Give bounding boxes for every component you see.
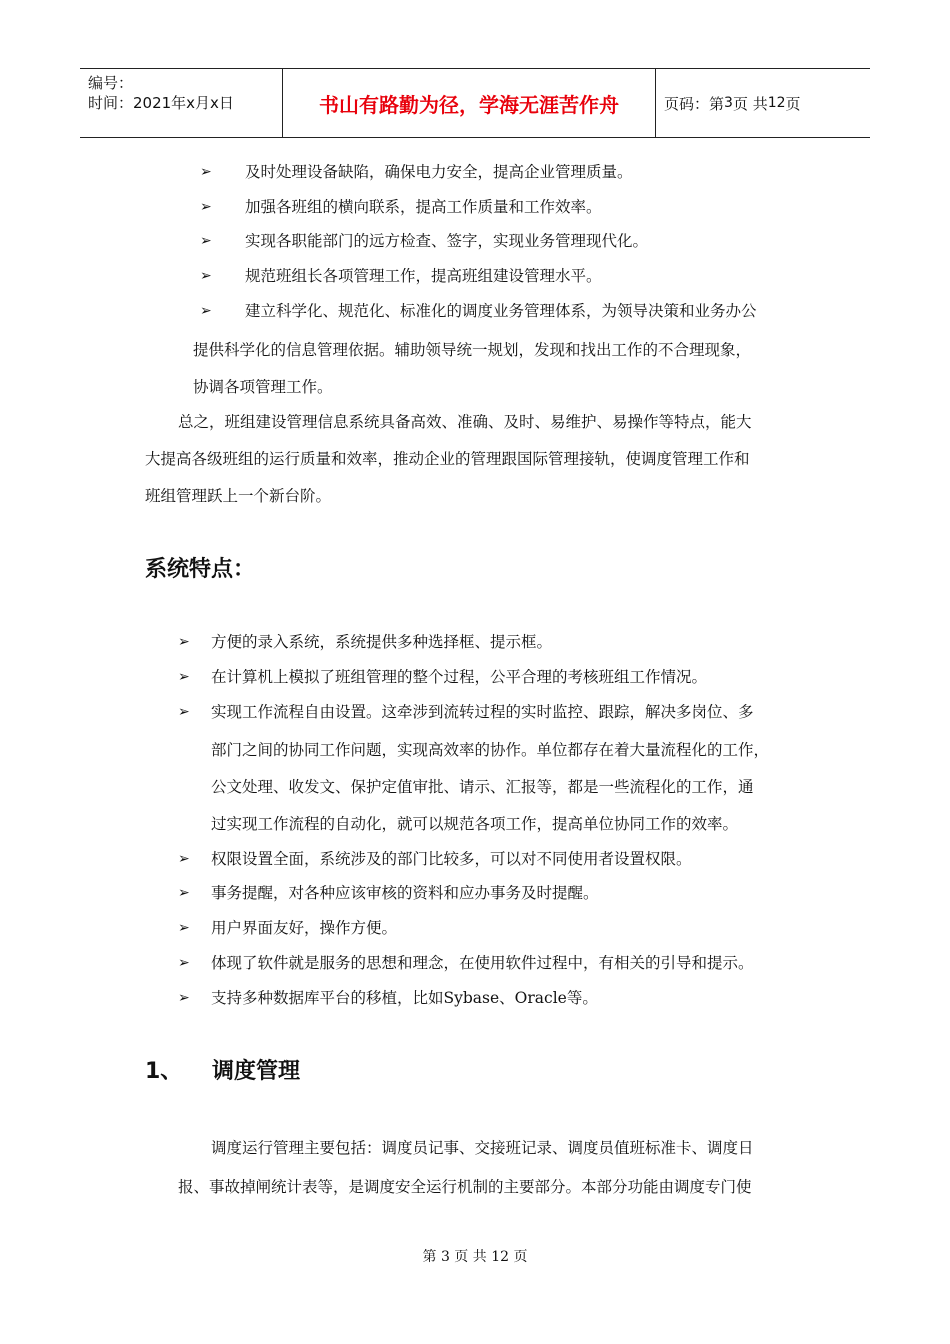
- page-num: 3: [724, 95, 733, 111]
- section-body-line: 调度运行管理主要包括：调度员记事、交接班记录、调度员值班标准卡、调度日: [211, 1139, 754, 1157]
- list-item: 实现工作流程自由设置。这牵涉到流转过程的实时监控、跟踪，解决多岗位、多: [211, 703, 754, 721]
- header-divider: [655, 69, 656, 137]
- list-item-continuation: 公文处理、收发文、保护定值审批、请示、汇报等，都是一些流程化的工作，通: [211, 778, 754, 796]
- list-item: 加强各班组的横向联系，提高工作质量和工作效率。: [245, 198, 602, 216]
- list-item: 事务提醒，对各种应该审核的资料和应办事务及时提醒。: [211, 884, 599, 902]
- list-item-continuation: 部门之间的协同工作问题，实现高效率的协作。单位都存在着大量流程化的工作，: [211, 741, 770, 759]
- summary-line: 班组管理跃上一个新台阶。: [145, 487, 332, 505]
- section-number: 1、: [145, 1059, 183, 1084]
- bullet-icon: ➢: [200, 233, 212, 249]
- bullet-icon: ➢: [200, 199, 212, 215]
- section-body-line: 报、事故掉闸统计表等，是调度安全运行机制的主要部分。本部分功能由调度专门使: [178, 1178, 752, 1196]
- bullet-icon: ➢: [178, 634, 190, 650]
- list-item: 用户界面友好，操作方便。: [211, 919, 398, 937]
- bullet-icon: ➢: [178, 955, 190, 971]
- page-suffix: 页: [785, 94, 801, 113]
- page-total: 12: [767, 95, 786, 111]
- bullet-icon: ➢: [178, 920, 190, 936]
- features-heading: 系统特点：: [145, 557, 256, 582]
- bullet-icon: ➢: [178, 669, 190, 685]
- summary-line: 总之，班组建设管理信息系统具备高效、准确、及时、易维护、易操作等特点，能大: [178, 413, 752, 431]
- code-label: 编号：: [88, 74, 134, 92]
- header-meta: [88, 73, 234, 113]
- header-page-info: [664, 69, 801, 137]
- list-item-continuation: 过实现工作流程的自动化，就可以规范各项工作，提高单位协同工作的效率。: [211, 815, 739, 833]
- header-motto: 书山有路勤为径，学海无涯苦作舟: [319, 92, 619, 117]
- bullet-icon: ➢: [178, 704, 190, 720]
- list-item: 体现了软件就是服务的思想和理念，在使用软件过程中，有相关的引导和提示。: [211, 954, 754, 972]
- list-item: 在计算机上模拟了班组管理的整个过程，公平合理的考核班组工作情况。: [211, 668, 708, 686]
- list-item: 支持多种数据库平台的移植，比如Sybase、Oracle等。: [211, 989, 598, 1007]
- time-label: 时间：2021年x月x日: [88, 94, 234, 112]
- bullet-icon: ➢: [200, 303, 212, 319]
- list-item: 实现各职能部门的远方检查、签字，实现业务管理现代化。: [245, 232, 649, 250]
- list-item: 及时处理设备缺陷，确保电力安全，提高企业管理质量。: [245, 163, 633, 181]
- list-item: 规范班组长各项管理工作，提高班组建设管理水平。: [245, 267, 602, 285]
- page-prefix: 页码：第: [664, 94, 725, 113]
- list-item-continuation: 提供科学化的信息管理依据。辅助领导统一规划，发现和找出工作的不合理现象，: [193, 341, 752, 359]
- list-item: 建立科学化、规范化、标准化的调度业务管理体系，为领导决策和业务办公: [245, 302, 757, 320]
- bullet-icon: ➢: [200, 268, 212, 284]
- page-header: [80, 68, 870, 138]
- bullet-icon: ➢: [178, 851, 190, 867]
- list-item-continuation: 协调各项管理工作。: [193, 378, 333, 396]
- section-title: 调度管理: [212, 1059, 301, 1084]
- list-item: 方便的录入系统，系统提供多种选择框、提示框。: [211, 633, 553, 651]
- bullet-icon: ➢: [178, 990, 190, 1006]
- page-footer: 第 3 页 共 12 页: [422, 1249, 528, 1265]
- list-item: 权限设置全面，系统涉及的部门比较多，可以对不同使用者设置权限。: [211, 850, 692, 868]
- page-mid: 页 共: [732, 94, 768, 113]
- bullet-icon: ➢: [200, 164, 212, 180]
- bullet-icon: ➢: [178, 885, 190, 901]
- summary-line: 大提高各级班组的运行质量和效率，推动企业的管理跟国际管理接轨，使调度管理工作和: [145, 450, 750, 468]
